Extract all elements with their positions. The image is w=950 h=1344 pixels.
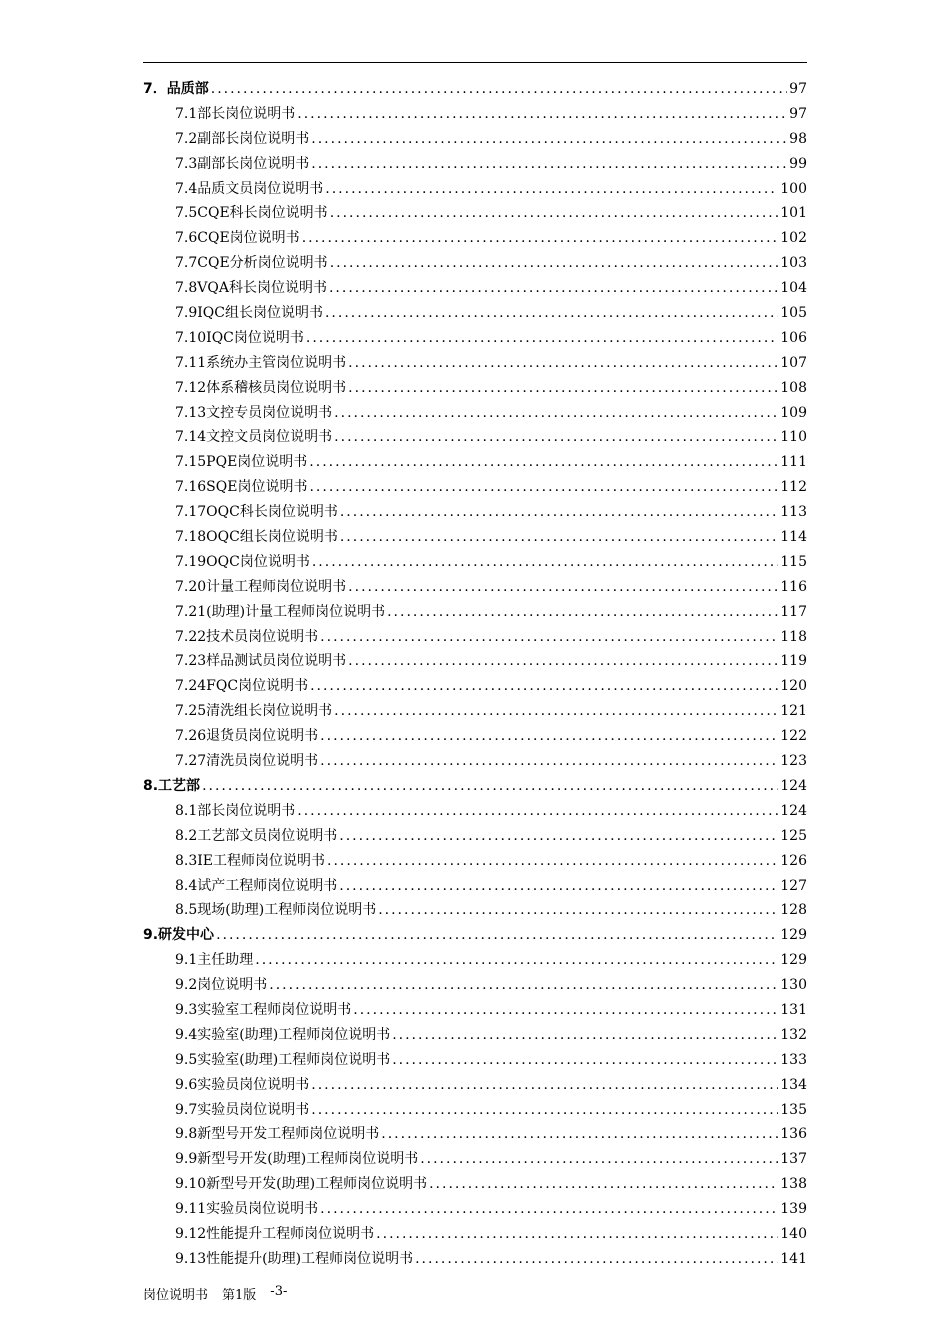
toc-entry[interactable] bbox=[143, 849, 807, 874]
toc-entry[interactable] bbox=[143, 550, 807, 575]
toc-entry-title: 7.9IQC组长岗位说明书 bbox=[175, 305, 323, 322]
header-rule bbox=[143, 62, 807, 63]
dot-leader bbox=[320, 1197, 778, 1222]
dot-leader bbox=[297, 799, 778, 824]
toc-entry-title: 7.11系统办主管岗位说明书 bbox=[175, 354, 347, 371]
toc-entry[interactable] bbox=[143, 1247, 807, 1272]
toc-entry-page: 104 bbox=[780, 280, 807, 297]
toc-entry[interactable] bbox=[143, 1122, 807, 1147]
toc-entry-page: 99 bbox=[789, 155, 807, 172]
toc-entry-title: 7.13文控专员岗位说明书 bbox=[175, 404, 333, 421]
toc-entry[interactable] bbox=[143, 500, 807, 525]
toc-entry-title: 9.2岗位说明书 bbox=[175, 977, 268, 994]
toc-entry[interactable] bbox=[143, 724, 807, 749]
toc-entry[interactable] bbox=[143, 1023, 807, 1048]
toc-entry[interactable] bbox=[143, 251, 807, 276]
dot-leader bbox=[309, 450, 778, 475]
toc-entry-page: 126 bbox=[780, 852, 807, 869]
toc-entry-title: 7.8VQA科长岗位说明书 bbox=[175, 280, 327, 297]
toc-entry-page: 121 bbox=[780, 703, 807, 720]
toc-entry-page: 115 bbox=[780, 553, 807, 570]
toc-entry-page: 110 bbox=[780, 429, 807, 446]
toc-entry-title: 7.10IQC岗位说明书 bbox=[175, 329, 304, 346]
toc-entry-page: 119 bbox=[780, 653, 807, 670]
toc-entry-page: 134 bbox=[780, 1076, 807, 1093]
toc-entry-page: 124 bbox=[780, 777, 807, 794]
dot-leader bbox=[392, 1048, 778, 1073]
toc-entry[interactable] bbox=[143, 425, 807, 450]
toc-entry[interactable] bbox=[143, 177, 807, 202]
dot-leader bbox=[320, 625, 778, 650]
toc-entry-title: 7.1部长岗位说明书 bbox=[175, 105, 296, 122]
toc-entry[interactable] bbox=[143, 226, 807, 251]
dot-leader bbox=[330, 201, 779, 226]
dot-leader bbox=[312, 550, 778, 575]
dot-leader bbox=[311, 152, 787, 177]
toc-entry-title: 9.4实验室(助理)工程师岗位说明书 bbox=[175, 1026, 391, 1043]
toc-entry-page: 107 bbox=[780, 354, 807, 371]
dot-leader bbox=[353, 998, 778, 1023]
toc-entry[interactable] bbox=[143, 1222, 807, 1247]
dot-leader bbox=[378, 898, 778, 923]
dot-leader bbox=[340, 500, 778, 525]
dot-leader bbox=[309, 475, 778, 500]
toc-entry[interactable] bbox=[143, 152, 807, 177]
toc-entry[interactable] bbox=[143, 874, 807, 899]
toc-entry-title: 7.7CQE分析岗位说明书 bbox=[175, 255, 328, 272]
toc-entry[interactable] bbox=[143, 898, 807, 923]
dot-leader bbox=[415, 1247, 778, 1272]
toc-entry-title: 9.1主任助理 bbox=[175, 952, 254, 969]
toc-entry[interactable] bbox=[143, 376, 807, 401]
toc-entry-page: 97 bbox=[789, 105, 807, 122]
toc-entry-title: 7.5CQE科长岗位说明书 bbox=[175, 205, 328, 222]
toc-entry-page: 117 bbox=[780, 603, 807, 620]
toc-entry-title: 7.23样品测试员岗位说明书 bbox=[175, 653, 347, 670]
toc-entry[interactable] bbox=[143, 1098, 807, 1123]
dot-leader bbox=[269, 973, 778, 998]
toc-entry[interactable] bbox=[143, 1073, 807, 1098]
toc-entry-page: 140 bbox=[780, 1225, 807, 1242]
toc-entry-page: 118 bbox=[780, 628, 807, 645]
toc-entry[interactable] bbox=[143, 749, 807, 774]
toc-entry-title: 7.2副部长岗位说明书 bbox=[175, 130, 310, 147]
toc-entry-title: 9.10新型号开发(助理)工程师岗位说明书 bbox=[175, 1176, 428, 1193]
toc-entry[interactable] bbox=[143, 973, 807, 998]
dot-leader bbox=[334, 425, 778, 450]
toc-entry-title: 8.2工艺部文员岗位说明书 bbox=[175, 827, 338, 844]
dot-leader bbox=[330, 251, 779, 276]
toc-entry[interactable] bbox=[143, 102, 807, 127]
toc-entry[interactable] bbox=[143, 625, 807, 650]
toc-entry-title: 7．品质部 bbox=[143, 81, 209, 97]
toc-entry[interactable] bbox=[143, 351, 807, 376]
toc-entry[interactable] bbox=[143, 1197, 807, 1222]
toc-entry-title: 7.19OQC岗位说明书 bbox=[175, 553, 310, 570]
toc-entry-page: 111 bbox=[780, 454, 807, 471]
toc-entry-title: 7.6CQE岗位说明书 bbox=[175, 230, 300, 247]
toc-entry-page: 128 bbox=[780, 902, 807, 919]
toc-entry[interactable] bbox=[143, 699, 807, 724]
toc-entry-page: 123 bbox=[780, 753, 807, 770]
toc-entry-page: 138 bbox=[780, 1176, 807, 1193]
table-of-contents bbox=[143, 77, 807, 1272]
toc-entry-page: 116 bbox=[780, 578, 807, 595]
toc-entry-page: 124 bbox=[780, 802, 807, 819]
toc-section-entry[interactable] bbox=[143, 774, 807, 799]
dot-leader bbox=[381, 1122, 778, 1147]
toc-entry-page: 122 bbox=[780, 728, 807, 745]
dot-leader bbox=[297, 102, 787, 127]
toc-entry-page: 136 bbox=[780, 1126, 807, 1143]
toc-entry-title: 7.16SQE岗位说明书 bbox=[175, 479, 308, 496]
dot-leader bbox=[306, 326, 778, 351]
toc-entry-title: 7.4品质文员岗位说明书 bbox=[175, 180, 324, 197]
dot-leader bbox=[311, 127, 787, 152]
dot-leader bbox=[334, 401, 778, 426]
toc-entry[interactable] bbox=[143, 824, 807, 849]
toc-entry-title: 7.15PQE岗位说明书 bbox=[175, 454, 308, 471]
toc-entry[interactable] bbox=[143, 1048, 807, 1073]
dot-leader bbox=[202, 774, 778, 799]
toc-entry-page: 98 bbox=[789, 130, 807, 147]
dot-leader bbox=[376, 1222, 778, 1247]
toc-entry-page: 125 bbox=[780, 827, 807, 844]
dot-leader bbox=[311, 1073, 778, 1098]
toc-entry[interactable] bbox=[143, 401, 807, 426]
toc-entry-title: 7.20计量工程师岗位说明书 bbox=[175, 578, 347, 595]
toc-entry-page: 106 bbox=[780, 329, 807, 346]
footer-doc-title: 岗位说明书 bbox=[143, 1288, 209, 1303]
toc-entry-page: 108 bbox=[780, 379, 807, 396]
toc-entry[interactable] bbox=[143, 301, 807, 326]
toc-entry-title: 9.6实验员岗位说明书 bbox=[175, 1076, 310, 1093]
toc-entry-title: 7.27清洗员岗位说明书 bbox=[175, 753, 319, 770]
toc-entry[interactable] bbox=[143, 575, 807, 600]
toc-entry-title: 7.25清洗组长岗位说明书 bbox=[175, 703, 333, 720]
dot-leader bbox=[387, 600, 778, 625]
toc-entry-page: 120 bbox=[780, 678, 807, 695]
toc-entry-page: 105 bbox=[780, 305, 807, 322]
toc-entry-title: 9.7实验员岗位说明书 bbox=[175, 1101, 310, 1118]
dot-leader bbox=[320, 749, 778, 774]
toc-entry-page: 114 bbox=[780, 529, 807, 546]
toc-entry-title: 8.1部长岗位说明书 bbox=[175, 802, 296, 819]
toc-entry-title: 9.12性能提升工程师岗位说明书 bbox=[175, 1225, 375, 1242]
dot-leader bbox=[211, 77, 787, 102]
dot-leader bbox=[320, 724, 778, 749]
dot-leader bbox=[420, 1147, 778, 1172]
toc-entry-page: 109 bbox=[780, 404, 807, 421]
toc-entry-page: 139 bbox=[780, 1201, 807, 1218]
toc-entry-title: 9.研发中心 bbox=[143, 927, 215, 944]
dot-leader bbox=[334, 699, 778, 724]
toc-entry-page: 131 bbox=[780, 1001, 807, 1018]
dot-leader bbox=[340, 525, 778, 550]
dot-leader bbox=[255, 948, 778, 973]
toc-entry-title: 8.3IE工程师岗位说明书 bbox=[175, 852, 326, 869]
toc-entry[interactable] bbox=[143, 201, 807, 226]
dot-leader bbox=[339, 874, 778, 899]
toc-entry[interactable] bbox=[143, 276, 807, 301]
toc-entry-title: 9.13性能提升(助理)工程师岗位说明书 bbox=[175, 1250, 414, 1267]
toc-entry[interactable] bbox=[143, 326, 807, 351]
toc-entry-page: 112 bbox=[780, 479, 807, 496]
toc-entry-page: 135 bbox=[780, 1101, 807, 1118]
dot-leader bbox=[392, 1023, 778, 1048]
toc-entry-title: 7.3副部长岗位说明书 bbox=[175, 155, 310, 172]
toc-entry-page: 132 bbox=[780, 1026, 807, 1043]
footer-page-number: -3- bbox=[270, 1284, 288, 1299]
toc-entry-page: 101 bbox=[780, 205, 807, 222]
dot-leader bbox=[348, 376, 778, 401]
toc-entry-title: 9.9新型号开发(助理)工程师岗位说明书 bbox=[175, 1151, 419, 1168]
toc-entry[interactable] bbox=[143, 948, 807, 973]
dot-leader bbox=[325, 301, 778, 326]
dot-leader bbox=[348, 351, 778, 376]
toc-entry[interactable] bbox=[143, 127, 807, 152]
toc-entry[interactable] bbox=[143, 1147, 807, 1172]
toc-entry-title: 8.5现场(助理)工程师岗位说明书 bbox=[175, 902, 377, 919]
dot-leader bbox=[429, 1172, 778, 1197]
toc-entry-title: 8.4试产工程师岗位说明书 bbox=[175, 877, 338, 894]
toc-entry[interactable] bbox=[143, 600, 807, 625]
toc-entry-page: 102 bbox=[780, 230, 807, 247]
toc-entry-title: 7.26退货员岗位说明书 bbox=[175, 728, 319, 745]
toc-entry-page: 97 bbox=[789, 81, 807, 97]
toc-entry[interactable] bbox=[143, 450, 807, 475]
toc-entry-page: 133 bbox=[780, 1051, 807, 1068]
toc-entry-title: 9.5实验室(助理)工程师岗位说明书 bbox=[175, 1051, 391, 1068]
toc-entry[interactable] bbox=[143, 475, 807, 500]
footer-version: 第1版 bbox=[222, 1288, 257, 1303]
toc-entry[interactable] bbox=[143, 998, 807, 1023]
dot-leader bbox=[325, 177, 778, 202]
toc-section-entry[interactable] bbox=[143, 923, 807, 948]
toc-entry-title: 8.工艺部 bbox=[143, 777, 201, 794]
toc-entry[interactable] bbox=[143, 1172, 807, 1197]
dot-leader bbox=[348, 649, 778, 674]
dot-leader bbox=[310, 674, 778, 699]
dot-leader bbox=[329, 276, 778, 301]
toc-entry-page: 137 bbox=[780, 1151, 807, 1168]
toc-entry-page: 113 bbox=[780, 504, 807, 521]
toc-entry[interactable] bbox=[143, 649, 807, 674]
toc-entry-page: 129 bbox=[780, 952, 807, 969]
toc-entry[interactable] bbox=[143, 525, 807, 550]
dot-leader bbox=[302, 226, 779, 251]
toc-entry[interactable] bbox=[143, 799, 807, 824]
toc-entry-title: 9.11实验员岗位说明书 bbox=[175, 1201, 319, 1218]
toc-entry-title: 9.3实验室工程师岗位说明书 bbox=[175, 1001, 352, 1018]
toc-entry-page: 130 bbox=[780, 977, 807, 994]
toc-entry-title: 7.21(助理)计量工程师岗位说明书 bbox=[175, 603, 386, 620]
dot-leader bbox=[339, 824, 778, 849]
dot-leader bbox=[348, 575, 778, 600]
toc-entry-page: 141 bbox=[780, 1250, 807, 1267]
toc-entry-page: 103 bbox=[780, 255, 807, 272]
toc-entry-page: 129 bbox=[780, 927, 807, 944]
toc-entry-title: 7.18OQC组长岗位说明书 bbox=[175, 529, 338, 546]
page-footer bbox=[143, 1284, 287, 1303]
toc-entry-title: 7.24FQC岗位说明书 bbox=[175, 678, 309, 695]
toc-section-entry[interactable] bbox=[143, 77, 807, 102]
dot-leader bbox=[311, 1098, 778, 1123]
toc-entry-title: 7.17OQC科长岗位说明书 bbox=[175, 504, 338, 521]
toc-entry[interactable] bbox=[143, 674, 807, 699]
toc-entry-page: 100 bbox=[780, 180, 807, 197]
toc-entry-title: 9.8新型号开发工程师岗位说明书 bbox=[175, 1126, 380, 1143]
toc-entry-page: 127 bbox=[780, 877, 807, 894]
toc-entry-title: 7.14文控文员岗位说明书 bbox=[175, 429, 333, 446]
dot-leader bbox=[216, 923, 778, 948]
toc-entry-title: 7.22技术员岗位说明书 bbox=[175, 628, 319, 645]
dot-leader bbox=[327, 849, 778, 874]
toc-entry-title: 7.12体系稽核员岗位说明书 bbox=[175, 379, 347, 396]
